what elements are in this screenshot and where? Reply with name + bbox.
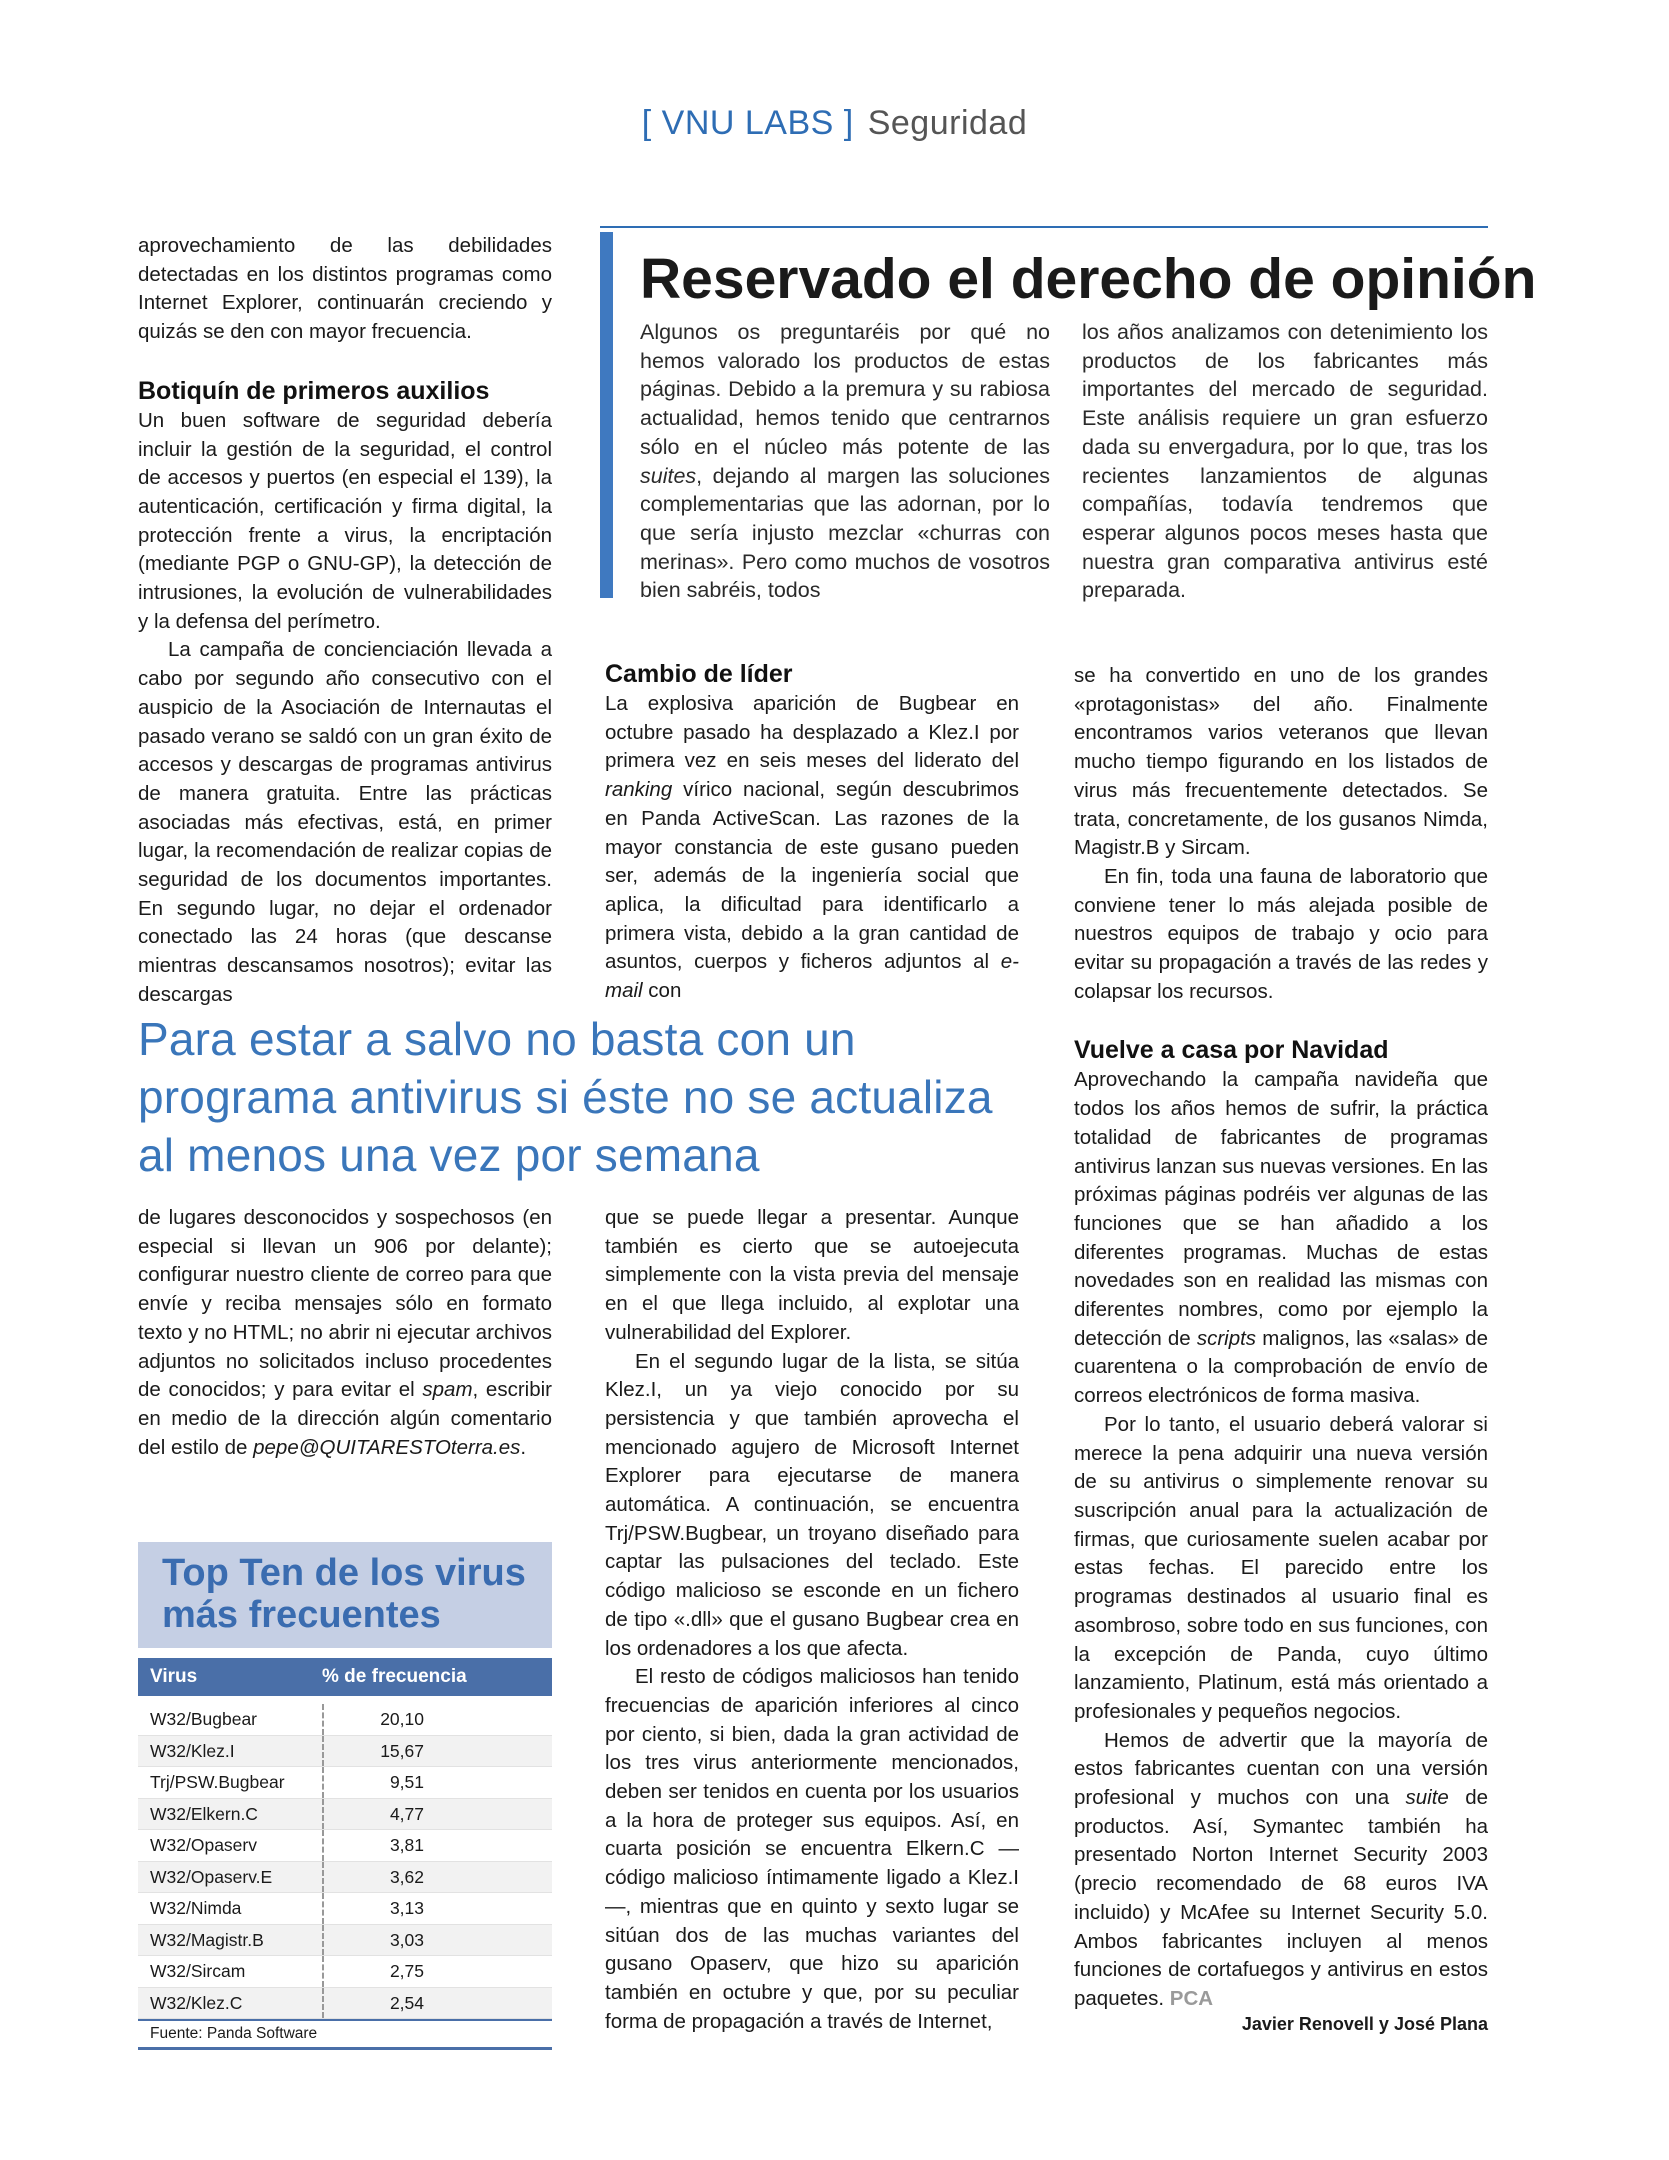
column-3 [1074,662,1488,2014]
virus-name: W32/Klez.I [138,1736,324,1767]
header-frequency: % de frecuencia [322,1666,467,1687]
paragraph-campana: La campaña de concienciación llevada a cabo por segundo año consecutivo con el auspicio de la Asociación de Internautas el pasado verano se saldó con un gran éxito de accesos y descargas de programas antivirus de manera gratuita. Entre las prácticas asociadas más efectivas, está, en primer lugar, la recomendación de realizar copias de seguridad de los documentos importantes. En segundo lugar, no dejar el ordenador conectado las 24 horas (que descanse mientras descansamos nosotros); evitar las descargas [138,638,552,1006]
cambio-em-ranking: ranking [605,778,673,802]
advertir-em-suite: suite [1405,1786,1449,1810]
paragraph-fauna: En fin, toda una fauna de laboratorio que conviene tener lo más alejada posible de nuestros equipos de trabajo y ocio para evitar su propagación a través de las redes y colapsar los recursos. [1074,864,1488,1003]
column-1-bottom [138,1204,552,1462]
virus-frequency: 3,62 [389,1866,424,1887]
opinion-right-column [1082,318,1488,605]
table-row [138,1862,552,1894]
virus-name: W32/Opaserv [138,1830,324,1861]
paragraph-intro: aprovechamiento de las debilidades detectadas en los distintos programas como Internet Explorer, continuarán creciendo y quizás se den con mayor frecuencia. [138,234,552,344]
opinion-right-text: los años analizamos con detenimiento los productos de los fabricantes más importantes del mercado de seguridad. Este análisis requiere un gran esfuerzo dada su envergadura, por lo que, tras los recientes lanzamientos de algunas compañías, todavía tendremos que esperar algunos pocos meses hasta que nuestra gran comparativa antivirus esté preparada. [1082,320,1488,603]
lugares-em-spam: spam [422,1378,473,1402]
opinion-box [600,226,1537,603]
virus-frequency: 3,81 [389,1835,424,1855]
section-label: Seguridad [867,104,1028,142]
virus-frequency: 9,51 [389,1772,424,1792]
virus-name: Trj/PSW.Bugbear [138,1767,324,1798]
heading-navidad: Vuelve a casa por Navidad [1074,1036,1389,1065]
top-ten-title-line-2: más frecuentes [162,1594,441,1636]
lugares-text-b: , escribir en medio de la dirección algún comentario del estilo de [138,1378,552,1459]
advertir-text-a: Hemos de advertir que la mayoría de estos fabricantes cuentan con una versión profesional y muchos con una [1074,1728,1488,1810]
opinion-left-column [640,318,1050,605]
page-header [0,104,1669,143]
virus-frequency: 20,10 [380,1709,424,1729]
paragraph-navidad [1074,1066,1488,1410]
navidad-text-a: Aprovechando la campaña navideña que todos los años hemos de sufrir, la práctica totalidad de fabricantes de programas antivirus lanzan sus nuevas versiones. En las próximas páginas podréis ver algunas de las funciones que se han añadido a los diferentes programas. Muchas de estas novedades son en realidad las mismas con diferentes nombres, como por ejemplo la detección de [1074,1068,1488,1350]
navidad-em-scripts: scripts [1196,1326,1257,1350]
top-ten-title-line-1: Top Ten de los virus [162,1552,526,1594]
lugares-text-a: de lugares desconocidos y sospechosos (en especial si llevan un 906 por delante); configurar nuestro cliente de correo para que envíe y reciba mensajes sólo en formato texto y no HTML; no abrir ni ejecutar archivos adjuntos no solicitados incluso procedentes de conocidos; y para evitar el [138,1206,552,1402]
heading-botiquin: Botiquín de primeros auxilios [138,376,490,405]
table-row [138,1988,552,2020]
paragraph-botiquin: Un buen software de seguridad debería incluir la gestión de la seguridad, el control de accesos y puertos (en especial el 139), la autenticación, certificación y firma digital, la protección frente a virus, la encriptación (mediante PGP o GNU-GP), la detección de intrusiones, la evolución de vulnerabilidades y la defensa del perímetro. [138,408,552,633]
table-row [138,1704,552,1736]
pull-quote: Para estar a salvo no basta con un programa antivirus si éste no se actualiza al menos una vez por semana [138,1013,993,1181]
paragraph-cambio [605,690,1019,1006]
cambio-text-c: con [648,979,682,1003]
pca-mark: PCA [1169,1986,1214,2010]
paragraph-presentar: que se puede llegar a presentar. Aunque también es cierto que se autoejecuta simplemente con la vista previa del mensaje en el que llega incluido, al explotar una vulnerabilidad del Explorer. [605,1206,1019,1344]
header-virus: Virus [150,1666,198,1687]
virus-name: W32/Opaserv.E [138,1862,324,1893]
column-2-bottom [605,1204,1019,2036]
navidad-text-b: malignos, las «salas» de cuarentena o la comprobación de envío de correos electrónicos de forma masiva. [1074,1326,1488,1408]
virus-name: W32/Sircam [138,1956,324,1987]
paragraph-advertir [1074,1727,1488,2014]
virus-frequency: 2,75 [389,1961,424,1981]
virus-frequency: 15,67 [380,1740,424,1761]
opinion-accent-bar [600,232,613,598]
table-rows [138,1704,552,2019]
advertir-text-b: de productos. Así, Symantec también ha presentado Norton Internet Security 2003 (precio recomendado de 68 euros IVA incluido) y McAfee su Internet Security 5.0. Ambos fabricantes incluyen al menos funciones de cortafuegos y antivirus en estos paquetes. [1074,1786,1489,2010]
table-row [138,1893,552,1925]
opinion-left-em: suites [640,463,697,488]
virus-name: W32/Bugbear [138,1704,324,1735]
table-source: Fuente: Panda Software [138,2019,552,2050]
virus-frequency: 4,77 [389,1803,424,1824]
paragraph-lugares [138,1204,552,1462]
top-ten-title [138,1542,552,1648]
cambio-em-email: e-mail [605,950,1019,1003]
lugares-em-email: pepe@QUITARESTOterra.es [253,1435,521,1459]
table-row [138,1956,552,1988]
virus-name: W32/Magistr.B [138,1925,324,1956]
virus-name: W32/Elkern.C [138,1799,324,1830]
top-ten-table [138,1542,552,2050]
table-row [138,1736,552,1768]
virus-name: W32/Klez.C [138,1988,324,2019]
virus-frequency: 3,03 [389,1929,424,1950]
cambio-text-b: vírico nacional, según descubrimos en Panda ActiveScan. Las razones de la mayor constancia de este gusano pueden ser, además de la ingeniería social que aplica, la dificultad para identificarlo a primera vista, debido a la gran cantidad de asuntos, cuerpos y ficheros adjuntos al [605,778,1019,974]
virus-frequency: 2,54 [389,1992,424,2013]
paragraph-tanto: Por lo tanto, el usuario deberá valorar si merece la pena adquirir una nueva versión de su antivirus o simplemente renovar su suscripción anual para la actualización de firmas, que curiosamente suelen acabar por estas fechas. El parecido entre los programas destinados al usuario final es asombroso, sobre todo en sus funciones, con la excepción de Panda, cuyo último lanzamiento, Platinum, está más orientado a profesionales y pequeños negocios. [1074,1412,1488,1723]
opinion-left-text-a: Algunos os preguntaréis por qué no hemos valorado los productos de estas páginas. Debido a la premura y su rabiosa actualidad, hemos tenido que centrarnos sólo en el núcleo más potente de las [640,320,1050,459]
cambio-text-a: La explosiva aparición de Bugbear en octubre pasado ha desplazado a Klez.I por primera vez en seis meses del liderato del [605,692,1019,773]
author-signature: Javier Renovell y José Plana [1241,2014,1488,2034]
table-row [138,1799,552,1831]
virus-frequency: 3,13 [389,1898,424,1918]
table-row [138,1767,552,1799]
heading-cambio: Cambio de líder [605,660,793,688]
virus-name: W32/Nimda [138,1893,324,1924]
paragraph-segundo: En el segundo lugar de la lista, se sitúa Klez.I, un ya viejo conocido por su persistencia y que también aprovecha el mencionado agujero de Microsoft Internet Explorer para ejecutarse de manera automática. A continuación, se encuentra Trj/PSW.Bugbear, un troyano diseñado para captar las pulsaciones del teclado. Este código malicioso se esconde en un fichero de tipo «.dll» que el gusano Bugbear crea en los ordenadores a los que afecta. [605,1349,1019,1660]
table-row [138,1925,552,1957]
brand-label: [ VNU LABS ] [641,104,854,142]
opinion-left-text-b: , dejando al margen las soluciones complementarias que las adornan, por lo que sería injusto mezclar «churras con merinas». Pero como muchos de vosotros bien sabréis, todos [640,463,1050,603]
column-2-top [605,658,1019,1006]
table-header [138,1658,552,1696]
paragraph-resto: El resto de códigos maliciosos han tenido frecuencias de aparición inferiores al cinco por ciento, si bien, dada la gran actividad de los tres virus anteriormente mencionados, deben ser tenidos en cuenta por los usuarios a la hora de proteger sus equipos. Así, en cuarta posición se encuentra Elkern.C —código malicioso íntimamente ligado a Klez.I—, mientras que en quinto y sexto lugar se sitúan dos de las muchas variantes del gusano Opaserv, que hizo su aparición también en octubre y que, por su peculiar forma de propagación a través de Internet, [605,1665,1019,2033]
lugares-text-c: . [520,1435,527,1459]
column-1-top [138,232,552,1010]
table-row [138,1830,552,1862]
paragraph-protagonistas: se ha convertido en uno de los grandes «protagonistas» del año. Finalmente encontramos varios veteranos que llevan mucho tiempo figurando en los listados de virus más frecuentemente detectados. Se trata, concretamente, de los gusanos Nimda, Magistr.B y Sircam. [1074,664,1488,860]
opinion-title: Reservado el derecho de opinión [640,247,1537,311]
